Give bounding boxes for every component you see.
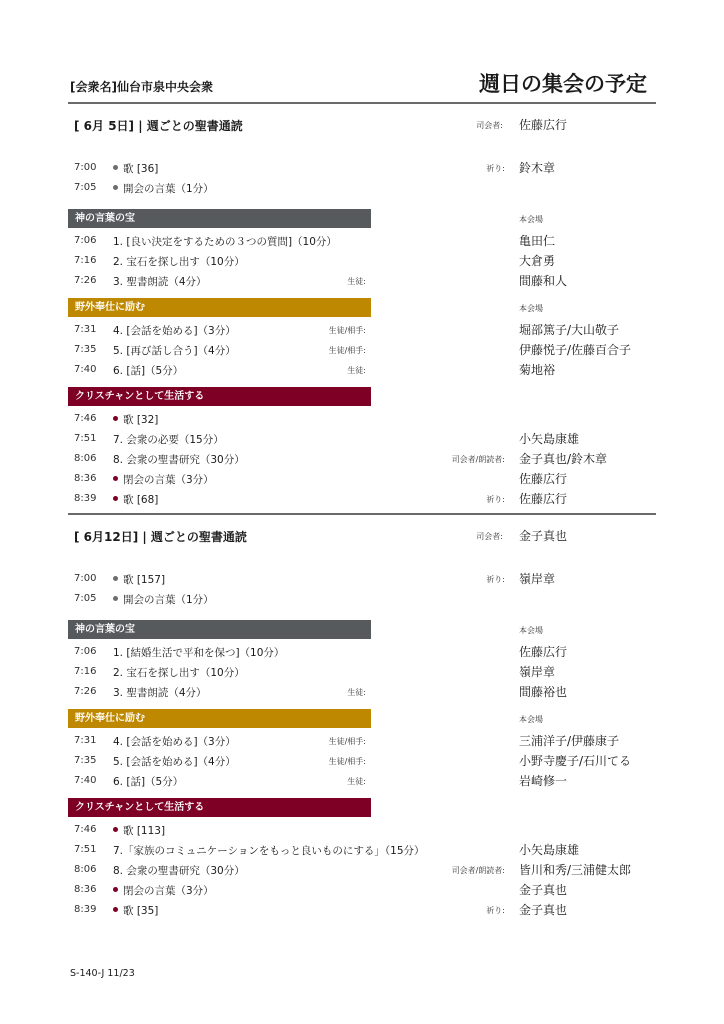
- row-name: 間藤裕也: [519, 685, 568, 699]
- row-item: [113, 645, 284, 660]
- row-name: 佐藤広行: [519, 492, 568, 506]
- row-item: [113, 343, 236, 358]
- row-item-text: 歌 [113]: [123, 825, 166, 837]
- row-item: [113, 883, 214, 898]
- row-item-text: 5. [会話を始める]（4分）: [113, 756, 236, 768]
- row-name: 嶺岸章: [519, 572, 556, 586]
- row-item-text: 歌 [36]: [123, 163, 159, 175]
- row-time: 8:06: [74, 864, 97, 875]
- row-time: 7:46: [74, 413, 97, 424]
- section-header: 野外奉仕に励む: [68, 298, 371, 317]
- form-code: S-140-J 11/23: [70, 968, 135, 979]
- row-item: [113, 492, 158, 507]
- row-item: [113, 734, 236, 749]
- row-time: 7:05: [74, 181, 97, 193]
- row-item-text: 2. 宝石を探し出す（10分）: [113, 256, 245, 268]
- row-label: 祈り:: [486, 164, 505, 173]
- row-time: 7:00: [74, 162, 97, 173]
- page-title: 週日の集会の予定: [479, 72, 647, 96]
- row-item: [113, 823, 165, 838]
- row-time: 8:39: [74, 904, 97, 915]
- hall-label: 本会場: [519, 304, 543, 313]
- row-item-text: 開会の言葉（1分）: [123, 593, 214, 606]
- row-item-text: 7.「家族のコミュニケーションをもっと良いものにする」（15分）: [113, 845, 425, 857]
- row-item-text: 歌 [157]: [123, 574, 166, 586]
- row-item: [113, 665, 245, 680]
- row-time: 7:40: [74, 364, 97, 375]
- row-item-text: 開会の言葉（1分）: [123, 182, 214, 195]
- row-item: [113, 234, 337, 249]
- section-header: 神の言葉の宝: [68, 209, 371, 228]
- row-item: [113, 843, 425, 858]
- row-label: 生徒:: [347, 366, 366, 375]
- row-item-text: 7. 会衆の必要（15分）: [113, 434, 224, 446]
- bullet-icon: [113, 476, 118, 481]
- row-item: [113, 323, 236, 338]
- row-time: 7:16: [74, 255, 97, 266]
- row-item: [113, 863, 245, 878]
- row-item: [113, 572, 165, 587]
- row-item: [113, 774, 183, 789]
- chairman-label: 司会者:: [476, 532, 503, 541]
- row-item: [113, 254, 245, 269]
- row-item-text: 6. [話]（5分）: [113, 776, 184, 788]
- row-item-text: 4. [会話を始める]（3分）: [113, 325, 236, 337]
- row-time: 7:51: [74, 433, 97, 444]
- row-time: 7:40: [74, 775, 97, 786]
- row-item-text: 閉会の言葉（3分）: [123, 474, 214, 486]
- row-name: 嶺岸章: [519, 665, 556, 679]
- row-label: 生徒:: [347, 277, 366, 286]
- row-label: 生徒/相手:: [328, 326, 366, 335]
- row-item-text: 3. 聖書朗読（4分）: [113, 687, 207, 699]
- row-name: 佐藤広行: [519, 645, 568, 659]
- row-name: 堀部篤子/大山敬子: [519, 323, 620, 337]
- row-name: 三浦洋子/伊藤康子: [519, 734, 620, 748]
- row-name: 金子真也: [519, 903, 568, 917]
- chairman-name: 金子真也: [519, 529, 568, 543]
- row-item-text: 1. [良い決定をするための３つの質問]（10分）: [113, 236, 337, 248]
- row-item-text: 3. 聖書朗読（4分）: [113, 276, 207, 288]
- section-header: 野外奉仕に励む: [68, 709, 371, 728]
- row-item-text: 5. [再び話し合う]（4分）: [113, 345, 236, 357]
- row-label: 生徒/相手:: [328, 346, 366, 355]
- row-name: 小矢島康雄: [519, 843, 580, 857]
- row-label: 生徒/相手:: [328, 757, 366, 766]
- bullet-icon: [113, 907, 118, 912]
- row-item: [113, 472, 214, 487]
- row-label: 生徒:: [347, 688, 366, 697]
- row-item-text: 歌 [32]: [123, 414, 159, 426]
- bullet-icon: [113, 576, 118, 581]
- row-label: 生徒/相手:: [328, 737, 366, 746]
- row-item-text: 8. 会衆の聖書研究（30分）: [113, 865, 245, 877]
- row-item: [113, 903, 158, 918]
- row-name: 皆川和秀/三浦健太郎: [519, 863, 632, 877]
- row-time: 8:39: [74, 493, 97, 504]
- bullet-icon: [113, 185, 118, 190]
- row-item-text: 閉会の言葉（3分）: [123, 885, 214, 897]
- row-item: [113, 592, 214, 607]
- section-header: クリスチャンとして生活する: [68, 798, 371, 817]
- row-name: 佐藤広行: [519, 472, 568, 486]
- hall-label: 本会場: [519, 215, 543, 224]
- row-name: 小矢島康雄: [519, 432, 580, 446]
- row-time: 7:51: [74, 844, 97, 855]
- row-name: 小野寺慶子/石川てる: [519, 754, 632, 768]
- section-header: 神の言葉の宝: [68, 620, 371, 639]
- row-time: 7:31: [74, 324, 97, 335]
- bullet-icon: [113, 416, 118, 421]
- row-item: [113, 432, 224, 447]
- section-header: クリスチャンとして生活する: [68, 387, 371, 406]
- row-name: 亀田仁: [519, 234, 556, 248]
- row-time: 7:26: [74, 686, 97, 697]
- row-name: 菊地裕: [519, 363, 556, 377]
- bullet-icon: [113, 827, 118, 832]
- row-name: 大倉勇: [519, 254, 556, 268]
- row-time: 7:16: [74, 666, 97, 677]
- row-time: 8:36: [74, 884, 97, 895]
- row-item-text: 2. 宝石を探し出す（10分）: [113, 667, 245, 679]
- row-time: 8:06: [74, 453, 97, 464]
- row-item: [113, 754, 236, 769]
- row-name: 鈴木章: [519, 161, 556, 175]
- row-time: 7:00: [74, 573, 97, 584]
- bullet-icon: [113, 496, 118, 501]
- row-time: 7:06: [74, 235, 97, 246]
- row-time: 7:06: [74, 646, 97, 657]
- bullet-icon: [113, 596, 118, 601]
- row-label: 祈り:: [486, 575, 505, 584]
- row-item: [113, 685, 207, 700]
- row-item-text: 8. 会衆の聖書研究（30分）: [113, 454, 245, 466]
- row-name: 岩崎修一: [519, 774, 568, 788]
- row-time: 7:05: [74, 592, 97, 604]
- week-divider: [68, 513, 656, 515]
- row-item: [113, 274, 207, 289]
- row-item-text: 6. [話]（5分）: [113, 365, 184, 377]
- hall-label: 本会場: [519, 715, 543, 724]
- row-item: [113, 161, 158, 176]
- week-heading: [ 6月 5日] | 週ごとの聖書通読: [74, 119, 243, 133]
- row-label: 祈り:: [486, 495, 505, 504]
- row-name: 伊藤悦子/佐藤百合子: [519, 343, 632, 357]
- hall-label: 本会場: [519, 626, 543, 635]
- row-label: 司会者/朗読者:: [451, 455, 505, 464]
- row-item: [113, 412, 158, 427]
- row-time: 7:46: [74, 824, 97, 835]
- row-label: 生徒:: [347, 777, 366, 786]
- row-item: [113, 181, 214, 196]
- row-time: 7:35: [74, 755, 97, 766]
- week-heading: [ 6月12日] | 週ごとの聖書通読: [74, 530, 247, 544]
- chairman-label: 司会者:: [476, 121, 503, 130]
- row-name: 間藤和人: [519, 274, 568, 288]
- week-divider: [68, 102, 656, 104]
- bullet-icon: [113, 887, 118, 892]
- row-item-text: 歌 [68]: [123, 494, 159, 506]
- row-item: [113, 452, 245, 467]
- bullet-icon: [113, 165, 118, 170]
- row-name: 金子真也/鈴木章: [519, 452, 608, 466]
- congregation-name: [会衆名]仙台市泉中央会衆: [70, 80, 213, 94]
- row-item-text: 歌 [35]: [123, 905, 159, 917]
- chairman-name: 佐藤広行: [519, 118, 568, 132]
- row-label: 司会者/朗読者:: [451, 866, 505, 875]
- row-time: 7:26: [74, 275, 97, 286]
- row-time: 8:36: [74, 473, 97, 484]
- row-time: 7:31: [74, 735, 97, 746]
- row-item-text: 1. [結婚生活で平和を保つ]（10分）: [113, 647, 285, 659]
- row-label: 祈り:: [486, 906, 505, 915]
- row-time: 7:35: [74, 344, 97, 355]
- row-name: 金子真也: [519, 883, 568, 897]
- row-item: [113, 363, 183, 378]
- row-item-text: 4. [会話を始める]（3分）: [113, 736, 236, 748]
